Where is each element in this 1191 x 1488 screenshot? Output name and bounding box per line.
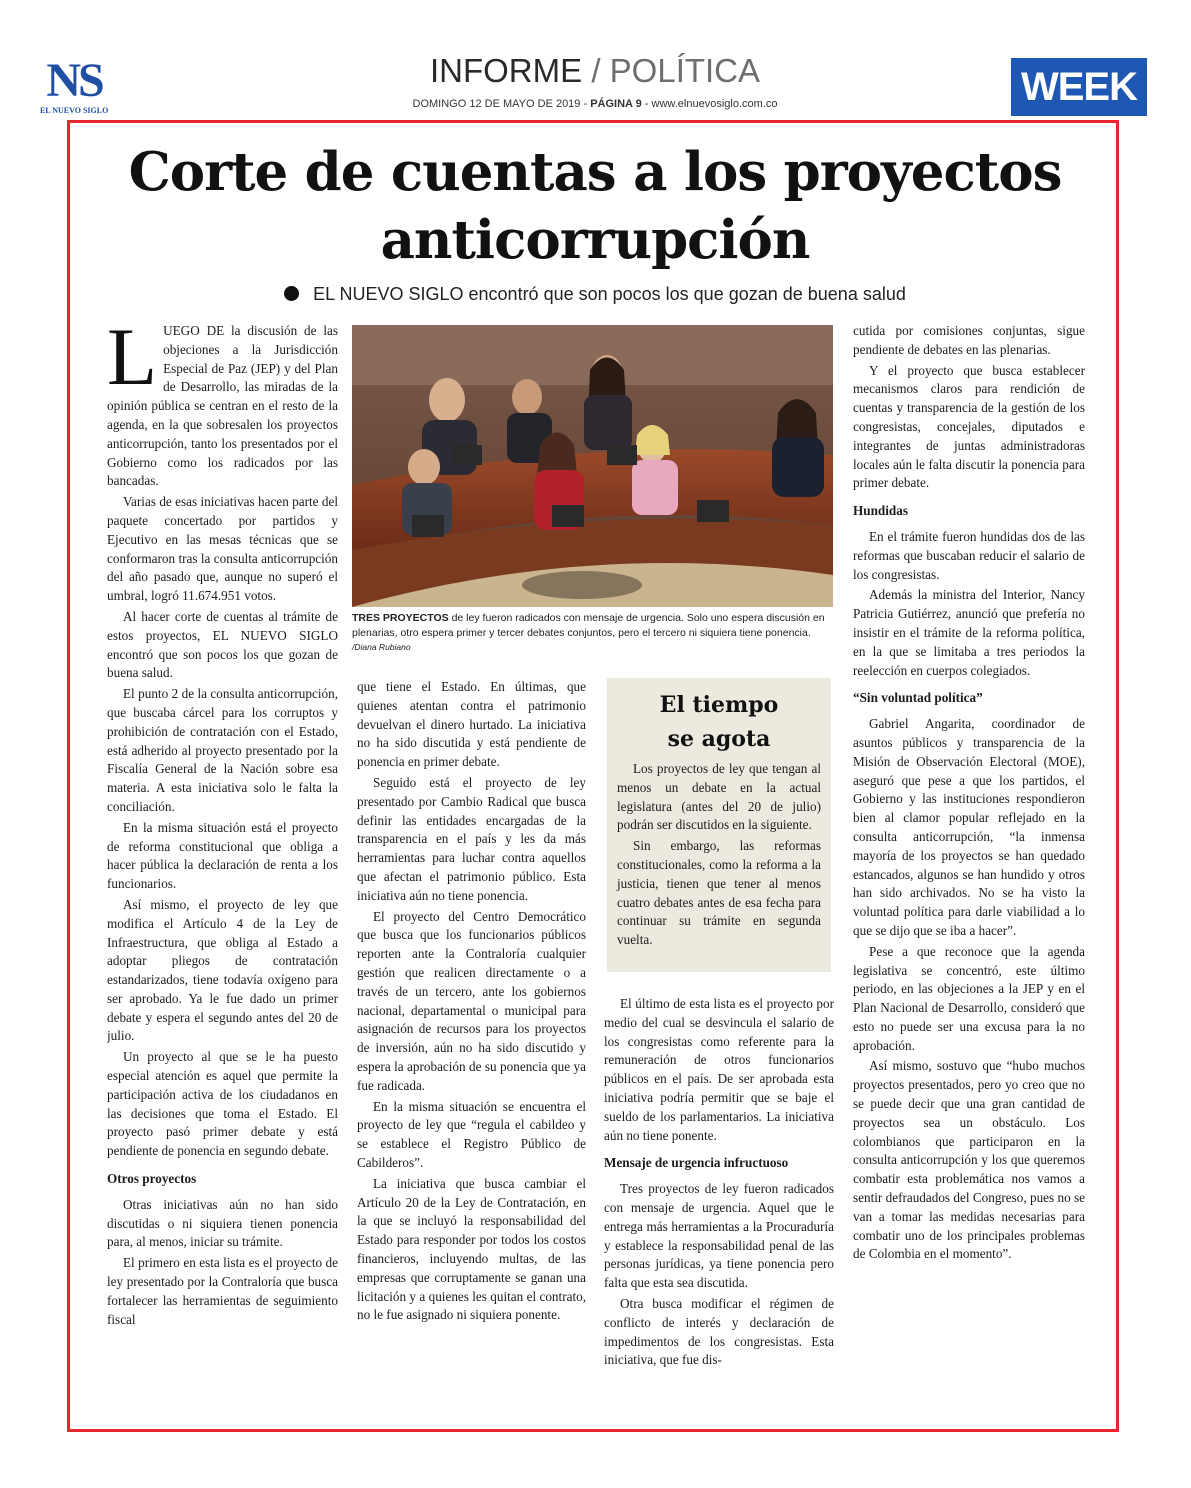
paragraph: El punto 2 de la consulta anticorrupción, que buscaba cárcel para los corruptos y prohibición de contratación con el Estado, está adherido al proyecto presentado por la Fiscalía General de la Nación sobre esa materia. A esta iniciativa solo le falta la conciliación. xyxy=(107,686,338,814)
caption-lead: TRES PROYECTOS xyxy=(352,612,449,624)
paragraph: El proyecto del Centro Democrático que busca que los funcionarios públicos reporten ante la Contraloría cualquier gestión que realicen directamente o a través de un tercero, ante los gobiernos nacional, departamental o municipal para asignación de recursos para los proyectos de inversión, aún no ha sido discutido y espera la aprobación de su ponencia que ya fue radicada. xyxy=(357,908,586,1093)
paragraph: En el trámite fueron hundidas dos de las reformas que buscaban reducir el salario de los congresistas. xyxy=(853,528,1085,582)
section-label: INFORME xyxy=(429,52,583,89)
subheading-sin-voluntad: “Sin voluntad política” xyxy=(853,690,983,706)
dateline xyxy=(300,98,890,110)
column-4 xyxy=(853,322,1085,1422)
paragraph: Y el proyecto que busca establecer mecanismos claros para rendición de cuentas y transparencia de la gestión de los congresistas, concejales, diputados e integrantes de juntas administradoras locales aún le falta discutir la ponencia para primer debate. xyxy=(853,362,1085,491)
sidebar-title-line: El tiempo xyxy=(659,692,779,718)
paragraph: Pese a que reconoce que la agenda legislativa se concentró, este último periodo, en las objeciones a la JEP y en el Plan Nacional de Desarrollo, consideró que esto no puede ser una excusa para la no aprobación. xyxy=(853,943,1085,1053)
page-label: PÁGINA 9 xyxy=(590,98,642,110)
newspaper-logo[interactable] xyxy=(40,56,108,118)
paragraph: Un proyecto al que se le ha puesto especial atención es aquel que permite la participación activa de los ciudadanos en las decisiones que toma el Estado. El proyecto pasó primer debate y está pendiente de ponencia en segundo debate. xyxy=(107,1049,338,1159)
paragraph: El primero en esta lista es el proyecto de ley presentado por la Contraloría que busca fortalecer las herramientas de seguimiento fiscal xyxy=(107,1255,338,1327)
sidebar-title xyxy=(617,688,821,756)
paragraph: Otra busca modificar el régimen de conflicto de interés y declaración de impedimentos de los congresistas. Esta iniciativa, que fue dis- xyxy=(604,1295,834,1368)
subsection-label: POLÍTICA xyxy=(609,52,761,89)
week-badge: WEEK xyxy=(1011,58,1147,116)
paragraph: Así mismo, sostuvo que “hubo muchos proyectos presentados, pero yo creo que no se puede decir que una gran cantidad de proyectos sea un obstáculo. Los colombianos que participaron en la consulta anticorrupción y los que queremos combatir esta problemática nos vamos a sentir defraudados del Congreso, pues no se van a tomar las medidas necesarias para combatir uno de los principales problemas de Colombia en el momento”. xyxy=(853,1058,1085,1262)
paragraph: Así mismo, el proyecto de ley que modifica el Artículo 4 de la Ley de Infraestructura, que obliga al Estado a adoptar pliegos de contratación estandarizados, tiene todavía oxígeno para ser aprobado. Ya le fue dado un primer debate y espera el segundo antes del 20 de julio. xyxy=(107,896,338,1044)
subheading-hundidas: Hundidas xyxy=(853,503,908,519)
congress-photo-illustration xyxy=(352,325,833,607)
article-photo[interactable] xyxy=(352,325,833,607)
paragraph: Tres proyectos de ley fueron radicados con mensaje de urgencia. Aquel que le entrega más herramientas a la Procuraduría y establece la responsabilidad penal de las personas jurídicas, ya tiene ponencia pero falta que esta sea discutida. xyxy=(604,1181,834,1291)
paragraph: Gabriel Angarita, coordinador de asuntos públicos y transparencia de la Misión de Observación Electoral (MOE), aseguró que pese a que los partidos, el Gobierno y las instituciones respondieron bien al clamor popular reflejado en la consulta anticorrupción, “la inmensa mayoría de los proyectos se han quedado estancados, algunos se han hundido y otros han sido archivados. No se ha visto la voluntad política para darle viabilidad a lo que se dijo que se iba a hacer”. xyxy=(853,716,1085,938)
paragraph: En la misma situación se encuentra el proyecto de ley que “regula el cabildeo y se establece el Registro Público de Cabilderos”. xyxy=(357,1098,586,1170)
caption-text: de ley fueron radicados con mensaje de urgencia. Solo uno espera discusión en plenarias, otro espera primer y tercer debates conjuntos, pero el tercero ni siquiera tiene ponencia. xyxy=(352,612,825,639)
headline: Corte de cuentas a los proyectos anticorrupción xyxy=(128,141,1062,271)
paragraph: La iniciativa que busca cambiar el Artículo 20 de la Ley de Contratación, en la que se incluyó la responsabilidad del Estado para responder por todos los costos financieros, incluyendo multas, de las empresas que corruptamente se ganan una licitación y a quienes les quitan el contrato, no le fue asignado ni siquiera ponente. xyxy=(357,1175,586,1323)
photo-credit: /Diana Rubiano xyxy=(352,642,411,652)
section-separator: / xyxy=(591,52,601,89)
paragraph: UEGO DE la discusión de las objeciones a la Jurisdicción Especial de Paz (JEP) y del Plan de Desarrollo, las miradas de la opinión pública se centran en el resto de la agenda, en la que sobresalen los proyectos anticorrupción, tanto los presentados por el Gobierno como los radicados por las bancadas. xyxy=(107,323,338,489)
sidebar-paragraph: Los proyectos de ley que tengan al menos un debate en la actual legislatura (antes del 20 de julio) podrán ser discutidos en la siguiente. xyxy=(617,761,821,833)
column-2 xyxy=(357,678,586,1424)
logo-subtitle: EL NUEVO SIGLO xyxy=(40,106,109,115)
sidebar-body xyxy=(617,760,821,950)
paragraph: Seguido está el proyecto de ley presentado por Cambio Radical que busca definir las entidades encargadas de la transparencia en el país y les da más herramientas para luchar contra aquellos que afectan el patrimonio público. Esta iniciativa aún no tiene ponencia. xyxy=(357,774,586,903)
sidebar-box xyxy=(607,678,831,972)
sidebar-title-line: se agota xyxy=(667,726,771,752)
paragraph: Otras iniciativas aún no han sido discutidas o ni siquiera tienen ponencia para, al menos, iniciar su trámite. xyxy=(107,1196,338,1250)
column-3 xyxy=(604,995,834,1425)
logo-text: NS xyxy=(46,54,102,107)
drop-cap: L xyxy=(107,322,158,402)
column-1 xyxy=(107,322,338,1422)
subheadline xyxy=(80,284,1110,305)
subheading-mensaje-urgencia: Mensaje de urgencia infructuoso xyxy=(604,1155,789,1171)
sidebar-paragraph: Sin embargo, las reformas constitucionales, como la reforma a la justicia, tienen que tener al menos cuatro debates antes de esa fecha para continuar su trámite en segunda vuelta. xyxy=(617,838,821,948)
paragraph: Varias de esas iniciativas hacen parte del paquete concertado por partidos y Ejecutivo en las mesas técnicas que se conformaron tras la consulta anticorrupción del año pasado que, aunque no superó el umbral, logró 11.674.951 votos. xyxy=(107,494,338,604)
site-url[interactable]: - www.elnuevosiglo.com.co xyxy=(641,98,778,110)
subhead-text: EL NUEVO SIGLO encontró que son pocos los que gozan de buena salud xyxy=(313,284,906,304)
date-text: DOMINGO 12 DE MAYO DE 2019 - xyxy=(412,98,591,110)
paragraph: Además la ministra del Interior, Nancy Patricia Gutiérrez, anunció que prefería no insistir en el trámite de la reforma política, en la que se limitaba a tres periodos la reelección en cuerpos colegiados. xyxy=(853,587,1085,678)
bullet-dot-icon xyxy=(284,286,299,301)
paragraph: En la misma situación está el proyecto de reforma constitucional que obliga a hacer pública la declaración de renta a los funcionarios. xyxy=(107,819,338,892)
photo-caption xyxy=(352,611,833,655)
section-header xyxy=(300,52,890,90)
paragraph: Al hacer corte de cuentas al trámite de estos proyectos, EL NUEVO SIGLO encontró que son pocos los que gozan de buena salud. xyxy=(107,608,338,681)
paragraph: El último de esta lista es el proyecto por medio del cual se desvincula el salario de los congresistas como referente para la remuneración de otros funcionarios públicos en el país. De ser aprobada esta iniciativa podría permitir que se baje el sueldo de los parlamentarios. La iniciativa aún no tiene ponente. xyxy=(604,996,834,1143)
paragraph: que tiene el Estado. En últimas, que quienes atentan contra el patrimonio devuelvan el dinero hurtado. La iniciativa no ha sido discutida y está pendiente de ponencia en primer debate. xyxy=(357,679,586,770)
subheading-otros-proyectos: Otros proyectos xyxy=(107,1171,197,1187)
paragraph: cutida por comisiones conjuntas, sigue pendiente de debates en las plenarias. xyxy=(853,323,1085,357)
